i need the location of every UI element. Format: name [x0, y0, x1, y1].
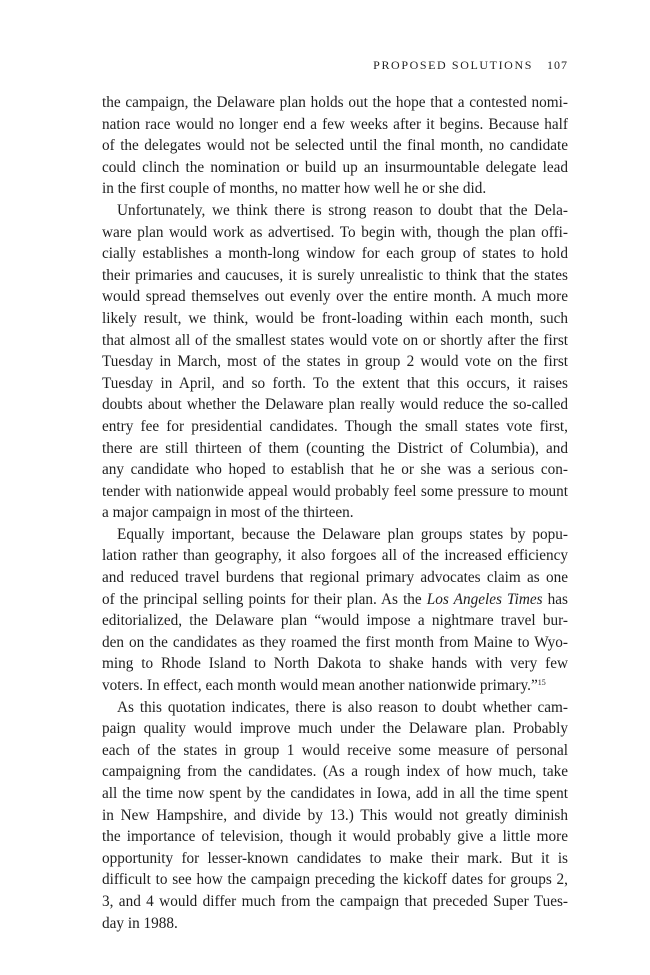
text-line: in the first couple of months, no matter how well he or she did. — [102, 180, 487, 198]
text-line: and reduced travel burdens that regional primary advocates claim as one — [102, 569, 568, 587]
text-line: ming to Rhode Island to North Dakota to shake hands with very few — [102, 655, 568, 673]
publication-title: Los Angeles Times — [426, 590, 543, 608]
footnote-marker: 15 — [537, 678, 546, 688]
text-line: in New Hampshire, and divide by 13.) This would not greatly diminish — [102, 806, 568, 824]
text-line: entry fee for presidential candidates. Though the small states vote first, — [102, 417, 568, 435]
text-line: difficult to see how the campaign preceding the kickoff dates for groups 2, — [102, 871, 568, 889]
text-line: that almost all of the smallest states would vote on or shortly after the first — [102, 331, 568, 349]
text-line: opportunity for lesser-known candidates to make their mark. But it is — [102, 849, 568, 867]
text-line: 3, and 4 would differ much from the campaign that preceded Super Tues- — [102, 892, 568, 910]
text-line: day in 1988. — [102, 914, 178, 932]
text-line: paign quality would improve much under the Delaware plan. Probably — [102, 720, 568, 738]
text-line: Unfortunately, we think there is strong reason to doubt that the Dela- — [117, 201, 568, 219]
text-line: of the principal selling points for their plan. As the Los Angeles Times has — [102, 590, 568, 608]
text-line: Equally important, because the Delaware plan groups states by popu- — [117, 525, 568, 543]
text-line: the importance of television, though it would probably give a little more — [102, 828, 568, 846]
text-line: any candidate who hoped to establish that he or she was a serious con- — [102, 461, 568, 479]
running-head — [102, 58, 568, 73]
text-line: could clinch the nomination or build up an insurmountable delegate lead — [102, 158, 568, 176]
body-text — [102, 92, 568, 934]
text-line: ware plan would work as advertised. To begin with, though the plan offi- — [102, 223, 568, 241]
text-line: likely result, we think, would be front-loading within each month, such — [102, 309, 568, 327]
text-line: editorialized, the Delaware plan “would impose a nightmare travel bur- — [102, 612, 568, 630]
text-line: nation race would no longer end a few weeks after it begins. Because half — [102, 115, 568, 133]
text-line: As this quotation indicates, there is also reason to doubt whether cam- — [117, 698, 568, 716]
text-line: each of the states in group 1 would receive some measure of personal — [102, 741, 568, 759]
text-line: tender with nationwide appeal would probably feel some pressure to mount — [102, 482, 568, 500]
section-title: PROPOSED SOLUTIONS — [373, 58, 533, 72]
text-line: doubts about whether the Delaware plan really would reduce the so-called — [102, 396, 568, 414]
text-line: of the delegates would not be selected until the final month, no candidate — [102, 137, 568, 155]
text-line: lation rather than geography, it also forgoes all of the increased efficiency — [102, 547, 568, 565]
page-number: 107 — [547, 58, 568, 72]
text-line: would spread themselves out evenly over the entire month. A much more — [102, 288, 568, 306]
text-line: voters. In effect, each month would mean another nationwide primary.”$^{15}$ — [102, 677, 546, 695]
text-line: all the time now spent by the candidates in Iowa, add in all the time spent — [102, 785, 568, 802]
text-line: campaigning from the candidates. (As a rough index of how much, take — [102, 763, 568, 781]
text-line: den on the candidates as they roamed the first month from Maine to Wyo- — [102, 633, 568, 651]
text-line: the campaign, the Delaware plan holds out the hope that a contested nomi- — [102, 94, 568, 111]
text-line: their primaries and caucuses, it is surely unrealistic to think that the states — [102, 266, 568, 284]
text-line: Tuesday in April, and so forth. To the extent that this occurs, it raises — [102, 374, 568, 392]
text-line: a major campaign in most of the thirteen. — [102, 504, 354, 522]
text-line: cially establishes a month-long window for each group of states to hold — [102, 245, 568, 263]
text-line: there are still thirteen of them (counting the District of Columbia), and — [102, 439, 568, 457]
text-line: Tuesday in March, most of the states in group 2 would vote on the first — [102, 353, 568, 371]
